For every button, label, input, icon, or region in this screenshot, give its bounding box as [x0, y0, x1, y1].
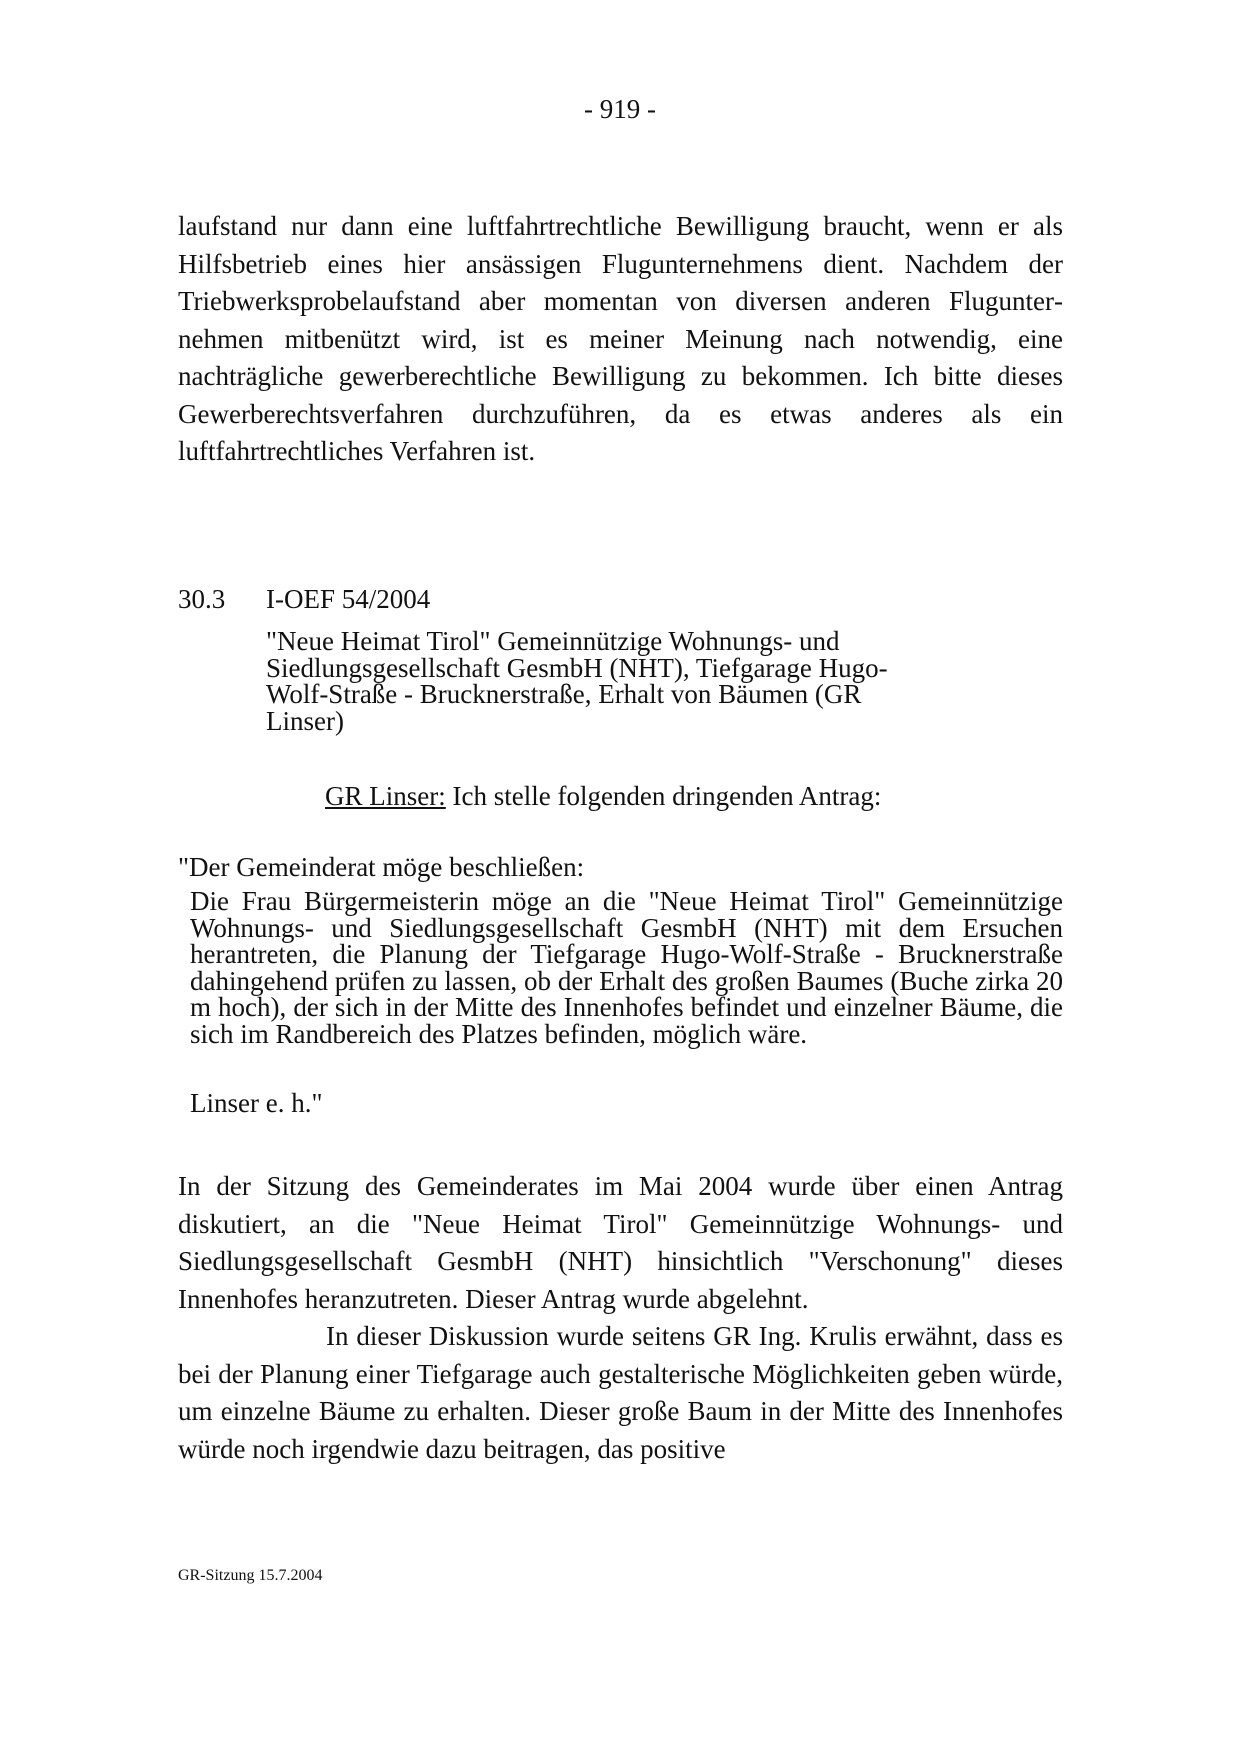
agenda-item-subject: "Neue Heimat Tirol" Gemeinnützige Wohnungs- und Siedlungsgesellschaft GesmbH (NHT), Tiefgarage Hugo-Wolf-Straße - Brucknerstraße, Erhalt von Bäumen (GR Linser) [266, 626, 888, 736]
agenda-item-reference: I-OEF 54/2004 [266, 584, 431, 614]
page-number: - 919 - [584, 94, 656, 124]
motion-signature: Linser e. h." [190, 1088, 323, 1118]
page-footer: GR-Sitzung 15.7.2004 [178, 1567, 323, 1584]
motion-intro-text: Ich stelle folgenden dringenden Antrag: [445, 781, 882, 811]
agenda-item-heading [178, 582, 430, 616]
motion-intro [325, 779, 881, 813]
paragraph-session: In der Sitzung des Gemeinderates im Mai 2004 wurde über einen Antrag diskutiert, an die "Neue Heimat Tirol" Gemeinnützige Wohnungs- und Siedlungsgesellschaft GesmbH (NHT) hinsichtlich "Verschonung" dieses Innenhofes heranzutreten. Dieser Antrag wurde abgelehnt. [178, 1171, 1063, 1314]
paragraph-discussion: In dieser Diskussion wurde seitens GR Ing. Krulis erwähnt, dass es bei der Planung einer Tiefgarage auch gestalterische Möglichkeiten geben würde, um einzelne Bäume zu erhalten. Dieser große Baum in der Mitte des Innenhofes würde noch irgendwie dazu beitragen, das positive [178, 1321, 1063, 1464]
motion-speaker: GR Linser: [325, 781, 446, 811]
paragraph-continuation: laufstand nur dann eine luftfahrtrechtliche Bewilligung braucht, wenn er als Hilfsbetrieb eines hier ansässigen Flugunternehmens dient. Nachdem der Triebwerksprobelaufstand aber momentan von diversen anderen Flugunternehmen mitbenützt wird, ist es meiner Meinung nach notwendig, eine nachträgliche gewerberechtliche Bewilligung zu bekommen. Ich bitte dieses Gewerberechtsverfahren durchzuführen, da es etwas anderes als ein luftfahrtrechtliches Verfahren ist. [178, 211, 1063, 466]
motion-text: Die Frau Bürgermeisterin möge an die "Neue Heimat Tirol" Gemeinnützige Wohnungs- und Siedlungsgesellschaft GesmbH (NHT) mit dem Ersuchen herantreten, die Planung der Tiefgarage Hugo-Wolf-Straße - Brucknerstraße dahingehend prüfen zu lassen, ob der Erhalt des großen Baumes (Buche zirka 20 m hoch), der sich in der Mitte des Innenhofes befindet und einzelner Bäume, die sich im Randbereich des Platzes befinden, möglich wäre. [190, 886, 1063, 1049]
agenda-item-number: 30.3 [178, 584, 226, 614]
motion-opening: "Der Gemeinderat möge beschließen: [178, 852, 585, 882]
